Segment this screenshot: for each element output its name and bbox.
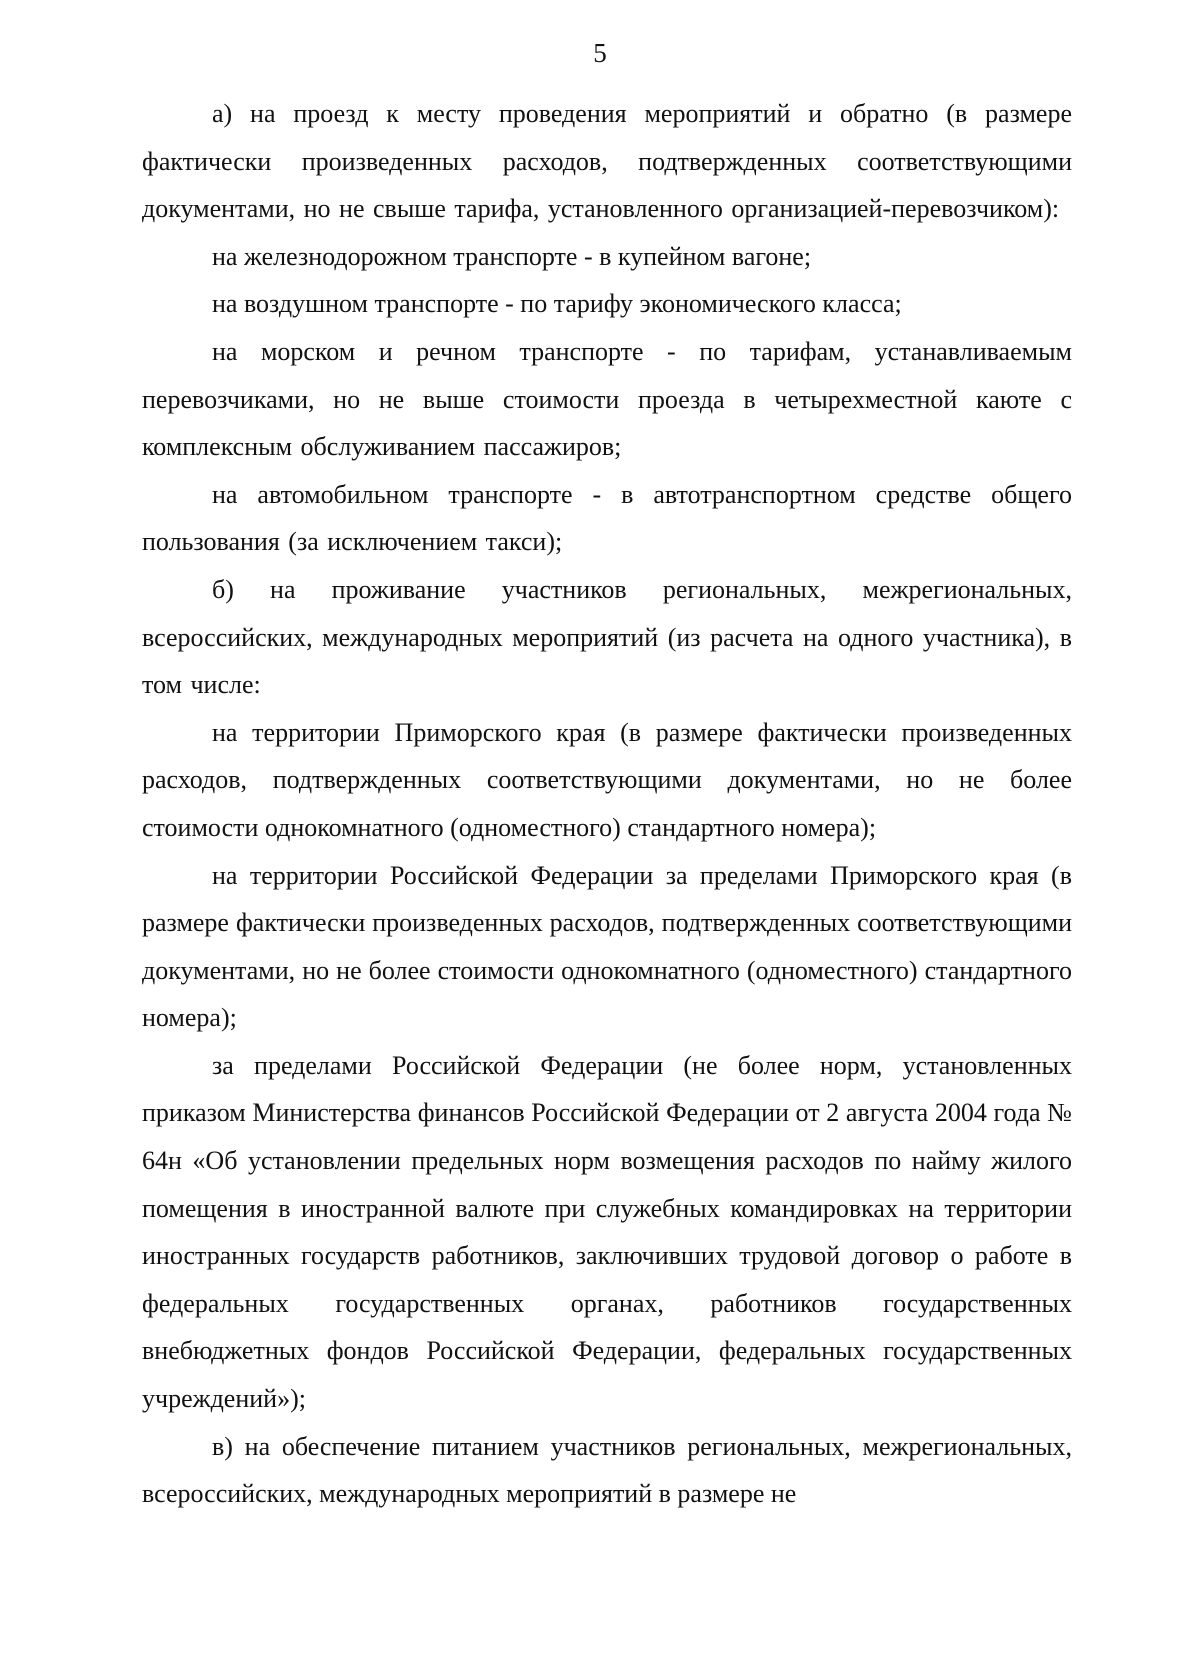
paragraph-railway-transport: на железнодорожном транспорте - в купейном вагоне; <box>212 241 812 271</box>
paragraph-sea-river-transport: на морском и речном транспорте - по тарифам, устанавливаемым перевозчиками, но не выше стоимости проезда в четырехместной каюте с комплексным обслуживанием пассажиров; <box>142 336 1072 462</box>
paragraph-travel-expenses: а) на проезд к месту проведения мероприятий и обратно (в размере фактически произведенных расходов, подтвержденных соответствующими документами, но не свыше тарифа, установленного организацией-перевозчиком): <box>142 99 1072 224</box>
paragraph-air-transport: на воздушном транспорте - по тарифу экономического класса; <box>212 289 902 319</box>
paragraph-road-transport: на автомобильном транспорте - в автотранспортном средстве общего пользования (за исключением такси); <box>142 479 1072 557</box>
paragraph-accommodation: б) на проживание участников региональных, межрегиональных, всероссийских, международных мероприятий (из расчета на одного участника), в том числе: <box>142 574 1072 700</box>
paragraph-meals: в) на обеспечение питанием участников региональных, межрегиональных, всероссийских, международных мероприятий в размере не <box>142 1431 1072 1509</box>
paragraph-abroad: за пределами Российской Федерации (не более норм, установленных приказом Министерства финансов Российской Федерации от 2 августа 2004 года № 64н «Об установлении предельных норм возмещения расходов по найму жилого помещения в иностранной валюте при служебных командировках на территории иностранных государств работников, заключивших трудовой договор о работе в федеральных государственных органах, работников государственных внебюджетных фондов Российской Федерации, федеральных государственных учреждений»); <box>142 1050 1072 1414</box>
paragraph-primorsky-krai: на территории Приморского края (в размере фактически произведенных расходов, подтвержденных соответствующими документами, но не более стоимости однокомнатного (одноместного) стандартного номера); <box>142 717 1072 842</box>
paragraph-russian-federation: на территории Российской Федерации за пределами Приморского края (в размере фактически произведенных расходов, подтвержденных соответствующими документами, но не более стоимости однокомнатного (одноместного) стандартного номера); <box>142 860 1072 1033</box>
page-number: 5 <box>593 38 607 68</box>
document-body <box>142 90 1072 1518</box>
